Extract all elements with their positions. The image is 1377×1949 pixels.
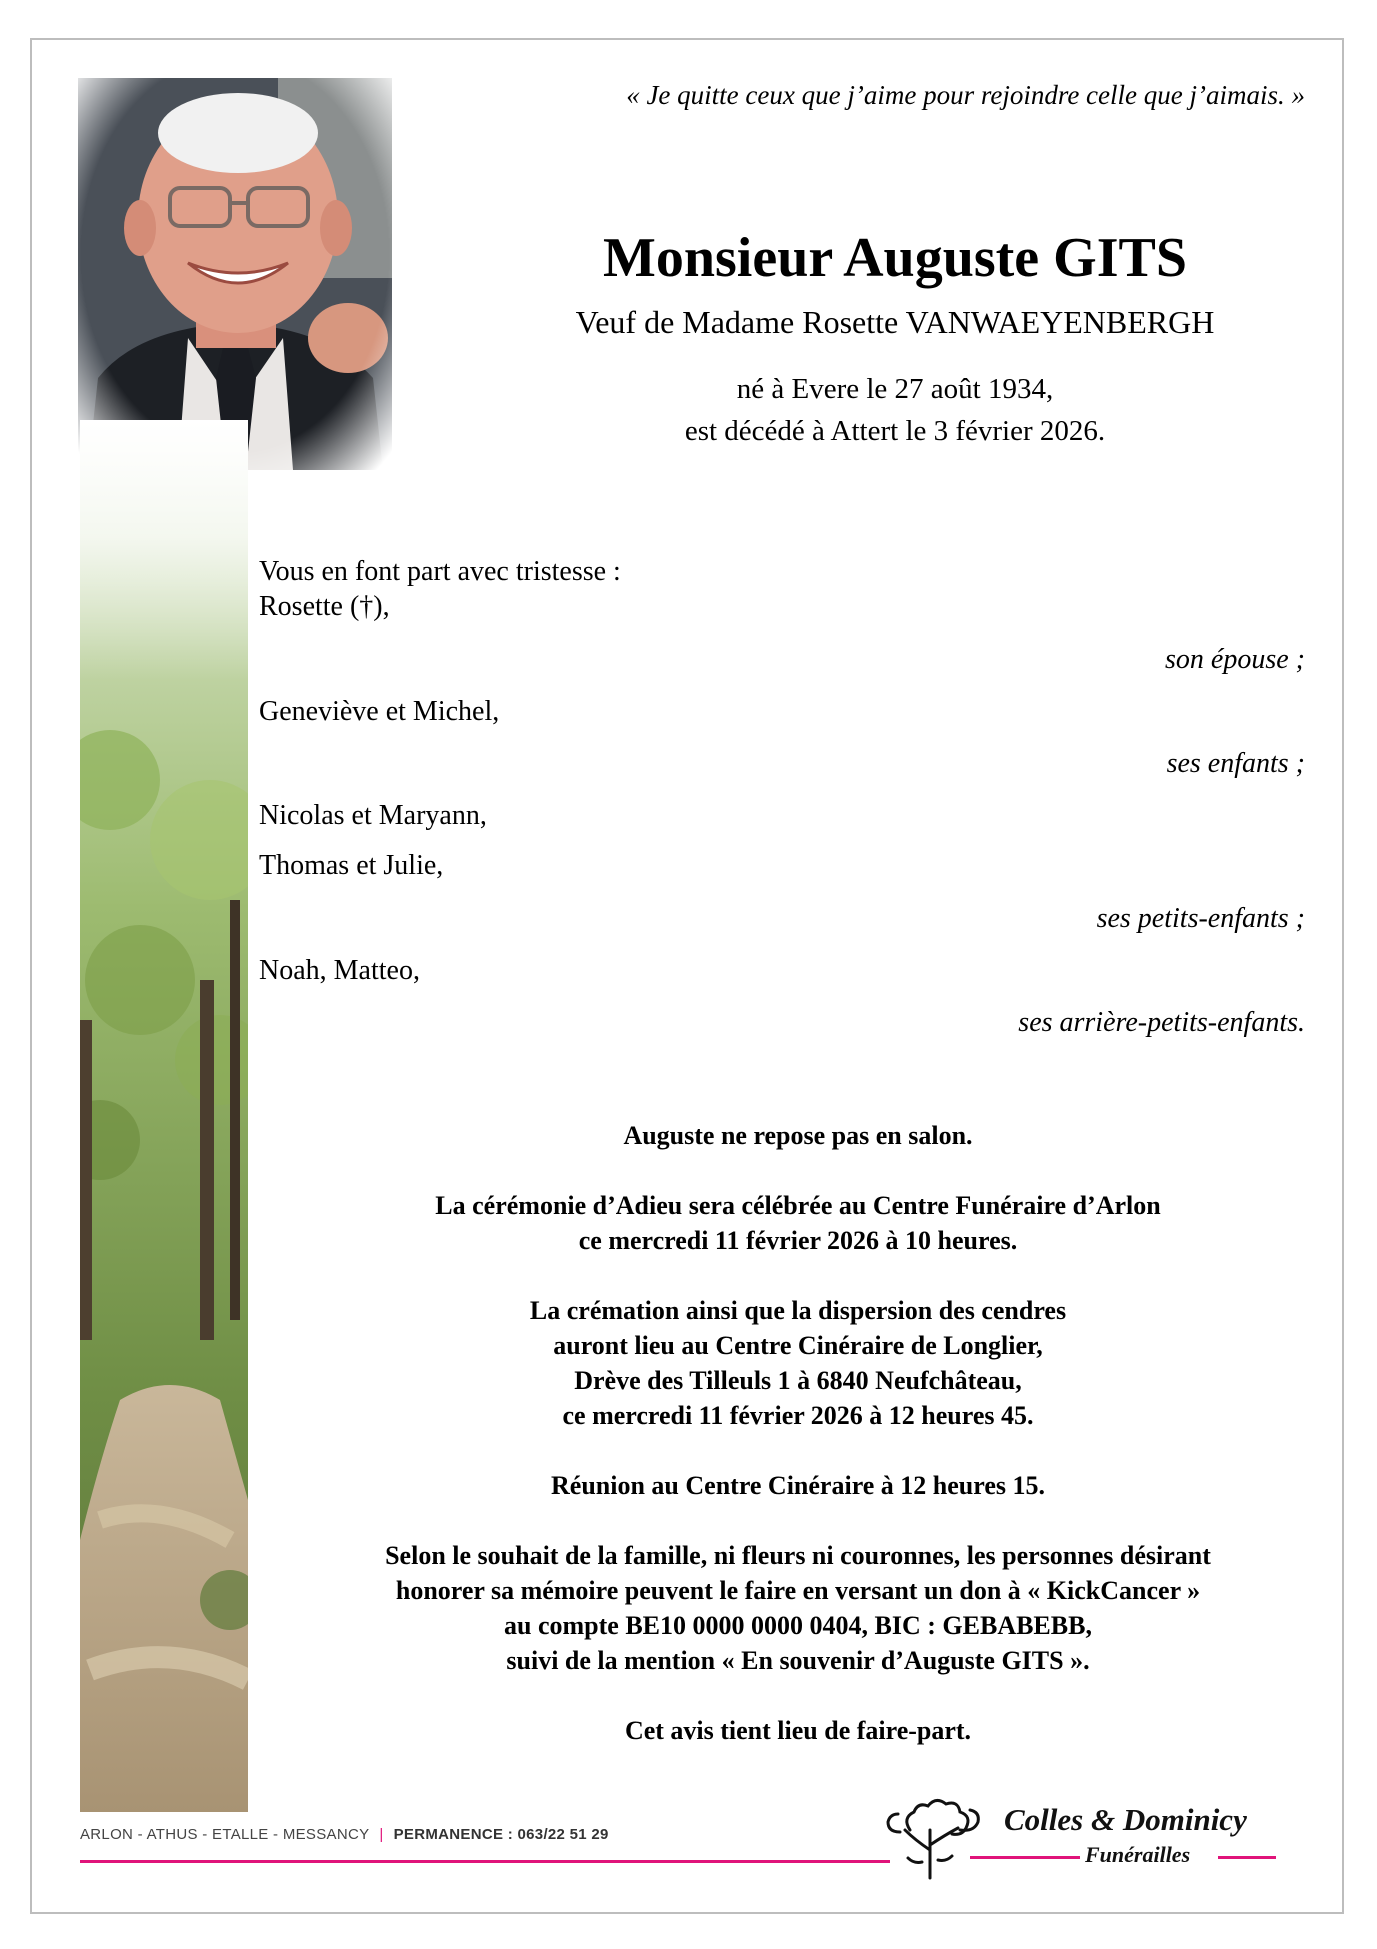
family-member: Thomas et Julie, [259, 850, 444, 881]
footer-contact [80, 1826, 609, 1843]
footer-locations: ARLON - ATHUS - ETALLE - MESSANCY [80, 1826, 370, 1843]
birth-line: né à Evere le 27 août 1934, [736, 373, 1054, 405]
epitaph-quote: « Je quitte ceux que j’aime pour rejoindre celle que j’aimais. » [626, 80, 1305, 110]
family-role: son épouse ; [1165, 644, 1305, 675]
details-line: auront lieu au Centre Cinéraire de Longlier, [553, 1331, 1043, 1360]
details-paragraph [248, 1538, 1348, 1678]
details-line: La cérémonie d’Adieu sera célébrée au Centre Funéraire d’Arlon [435, 1191, 1161, 1220]
logo-name: Colles & Dominicy [1004, 1802, 1247, 1837]
tree-logo-icon [880, 1790, 990, 1880]
footer-rule [80, 1860, 890, 1863]
funeral-home-logo [880, 1790, 1300, 1880]
logo-rule-right [1218, 1856, 1276, 1859]
footer-permanence: PERMANENCE : 063/22 51 29 [393, 1826, 609, 1843]
deceased-name: Monsieur Auguste GITS [603, 227, 1187, 289]
details-line: Réunion au Centre Cinéraire à 12 heures 15. [551, 1471, 1045, 1500]
family-member: Rosette (†), [259, 591, 390, 622]
family-member: Noah, Matteo, [259, 955, 420, 986]
logo-rule-left [970, 1856, 1080, 1859]
widow-line: Veuf de Madame Rosette VANWAEYENBERGH [575, 304, 1215, 340]
family-member: Nicolas et Maryann, [259, 800, 487, 831]
details-line: Auguste ne repose pas en salon. [623, 1121, 973, 1150]
details-line: ce mercredi 11 février 2026 à 10 heures. [578, 1226, 1018, 1255]
ceremony-details [248, 1118, 1348, 1783]
forest-fade [80, 420, 248, 680]
family-member: Geneviève et Michel, [259, 696, 500, 727]
details-line: Cet avis tient lieu de faire-part. [624, 1716, 972, 1745]
details-paragraph [248, 1293, 1348, 1433]
family-role: ses enfants ; [1166, 748, 1305, 779]
details-paragraph [248, 1468, 1348, 1503]
portrait-photo [78, 78, 392, 470]
death-line: est décédé à Attert le 3 février 2026. [684, 415, 1106, 447]
birth-death-block [420, 368, 1370, 452]
details-paragraph [248, 1188, 1348, 1258]
footer-separator: | [379, 1826, 384, 1843]
details-line: ce mercredi 11 février 2026 à 12 heures 45. [562, 1401, 1034, 1430]
details-line: suivi de la mention « En souvenir d’Auguste GITS ». [506, 1646, 1090, 1675]
details-line: Drève des Tilleuls 1 à 6840 Neufchâteau, [574, 1366, 1022, 1395]
details-line: Selon le souhait de la famille, ni fleurs ni couronnes, les personnes désirant [385, 1541, 1211, 1570]
details-line: au compte BE10 0000 0000 0404, BIC : GEBABEBB, [504, 1611, 1092, 1640]
details-paragraph [248, 1118, 1348, 1153]
details-paragraph [248, 1713, 1348, 1748]
family-role: ses petits-enfants ; [1096, 903, 1305, 934]
family-role: ses arrière-petits-enfants. [1018, 1007, 1305, 1038]
details-line: honorer sa mémoire peuvent le faire en versant un don à « KickCancer » [395, 1576, 1201, 1605]
logo-subtitle: Funérailles [1085, 1842, 1191, 1867]
details-line: La crémation ainsi que la dispersion des cendres [529, 1296, 1067, 1325]
family-intro: Vous en font part avec tristesse : [259, 556, 621, 587]
